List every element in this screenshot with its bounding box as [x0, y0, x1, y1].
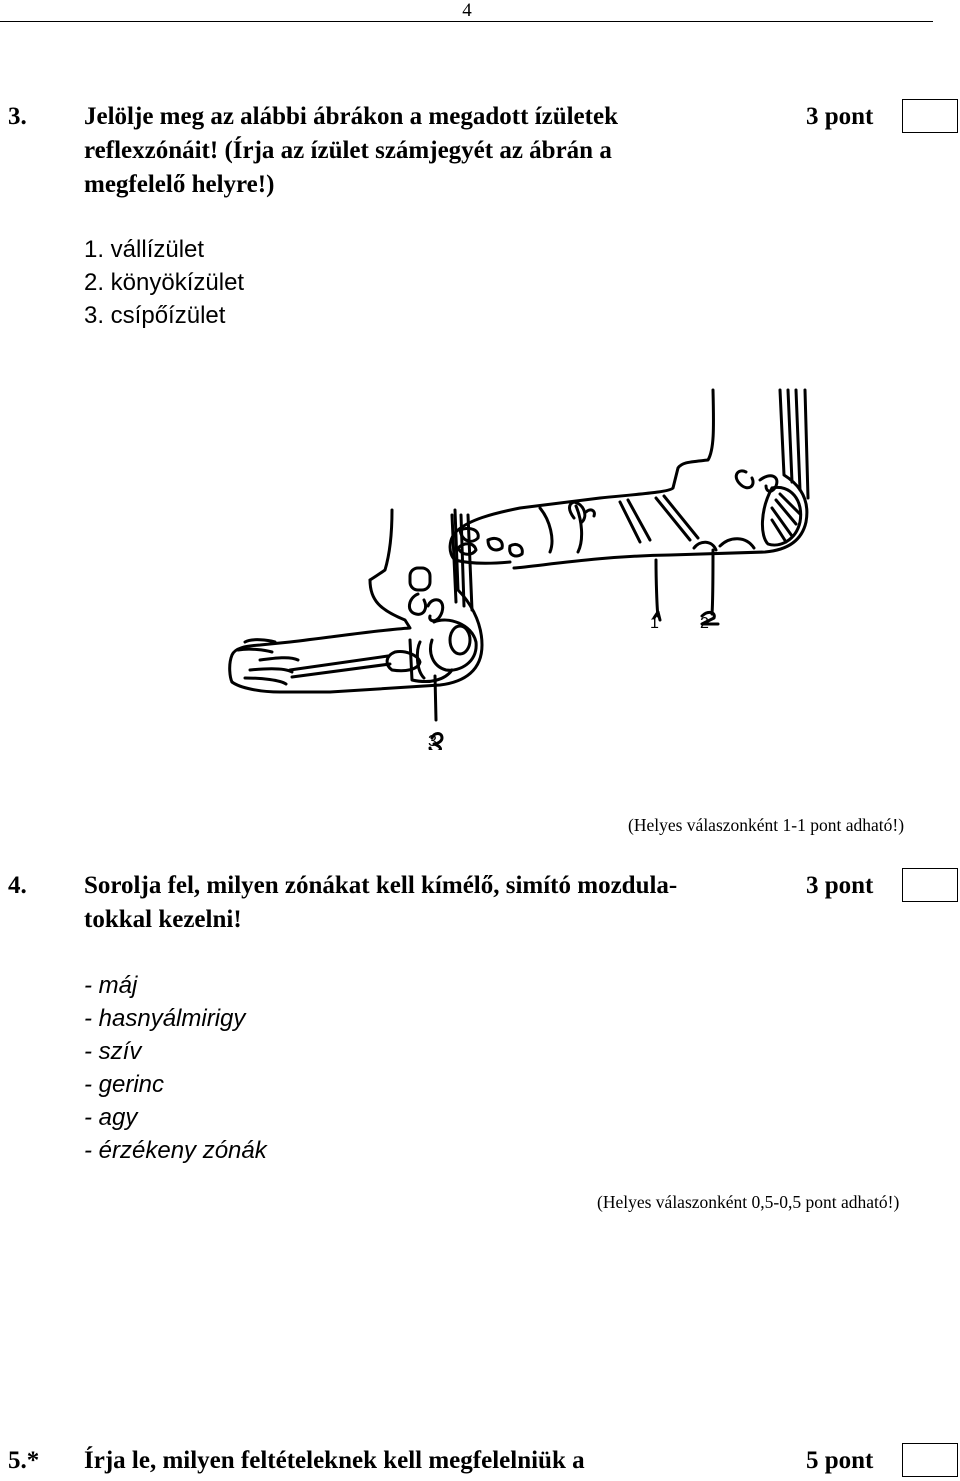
q3-answer-list	[84, 233, 244, 332]
q5-number: 5.*	[8, 1447, 40, 1474]
q5-line-1: Írja le, milyen feltételeknek kell megfelelniük a	[84, 1447, 585, 1474]
left-foot-drawing	[230, 510, 482, 750]
q3-line-1: Jelölje meg az alábbi ábrákon a megadott ízületek	[84, 103, 618, 130]
figure-label-2: 2	[700, 615, 709, 632]
header-rule	[0, 21, 933, 22]
q3-answer-1: 1. vállízület	[84, 236, 205, 263]
q4-score-box[interactable]	[902, 868, 958, 902]
q4-text	[84, 869, 677, 937]
foot-reflexzone-figure	[220, 380, 820, 750]
q3-number: 3.	[8, 103, 27, 130]
q5-score-box[interactable]	[902, 1443, 958, 1477]
q4-points: 3 pont	[806, 872, 874, 899]
q3-score-box[interactable]	[902, 99, 958, 133]
q4-answer-2: - hasnyálmirigy	[84, 1005, 246, 1032]
q3-line-3: megfelelő helyre!)	[84, 171, 275, 198]
q4-scoring-note: (Helyes válaszonként 0,5-0,5 pont adható!)	[597, 1192, 900, 1212]
q3-line-2: reflexzónáit! (Írja az ízület számjegyét az ábrán a	[84, 137, 612, 164]
q4-line-1: Sorolja fel, milyen zónákat kell kímélő, simító mozdula-	[84, 872, 678, 899]
q4-answer-1: - máj	[84, 972, 138, 999]
figure-label-3: 3	[428, 733, 437, 750]
right-foot-drawing	[450, 390, 808, 624]
q3-points: 3 pont	[806, 103, 874, 130]
q3-text	[84, 100, 618, 202]
q4-answer-3: - szív	[84, 1038, 142, 1065]
q4-number: 4.	[8, 872, 27, 899]
q4-answer-4: - gerinc	[84, 1071, 165, 1098]
q4-line-2: tokkal kezelni!	[84, 906, 242, 933]
q4-answer-5: - agy	[84, 1104, 138, 1131]
figure-label-1: 1	[650, 615, 659, 632]
q3-answer-2: 2. könyökízület	[84, 269, 245, 296]
q4-answer-list	[84, 969, 267, 1167]
q3-scoring-note: (Helyes válaszonként 1-1 pont adható!)	[628, 815, 905, 835]
page-number: 4	[462, 0, 472, 21]
q3-answer-3: 3. csípőízület	[84, 302, 226, 329]
q4-answer-6: - érzékeny zónák	[84, 1137, 267, 1164]
q5-points: 5 pont	[806, 1447, 874, 1474]
